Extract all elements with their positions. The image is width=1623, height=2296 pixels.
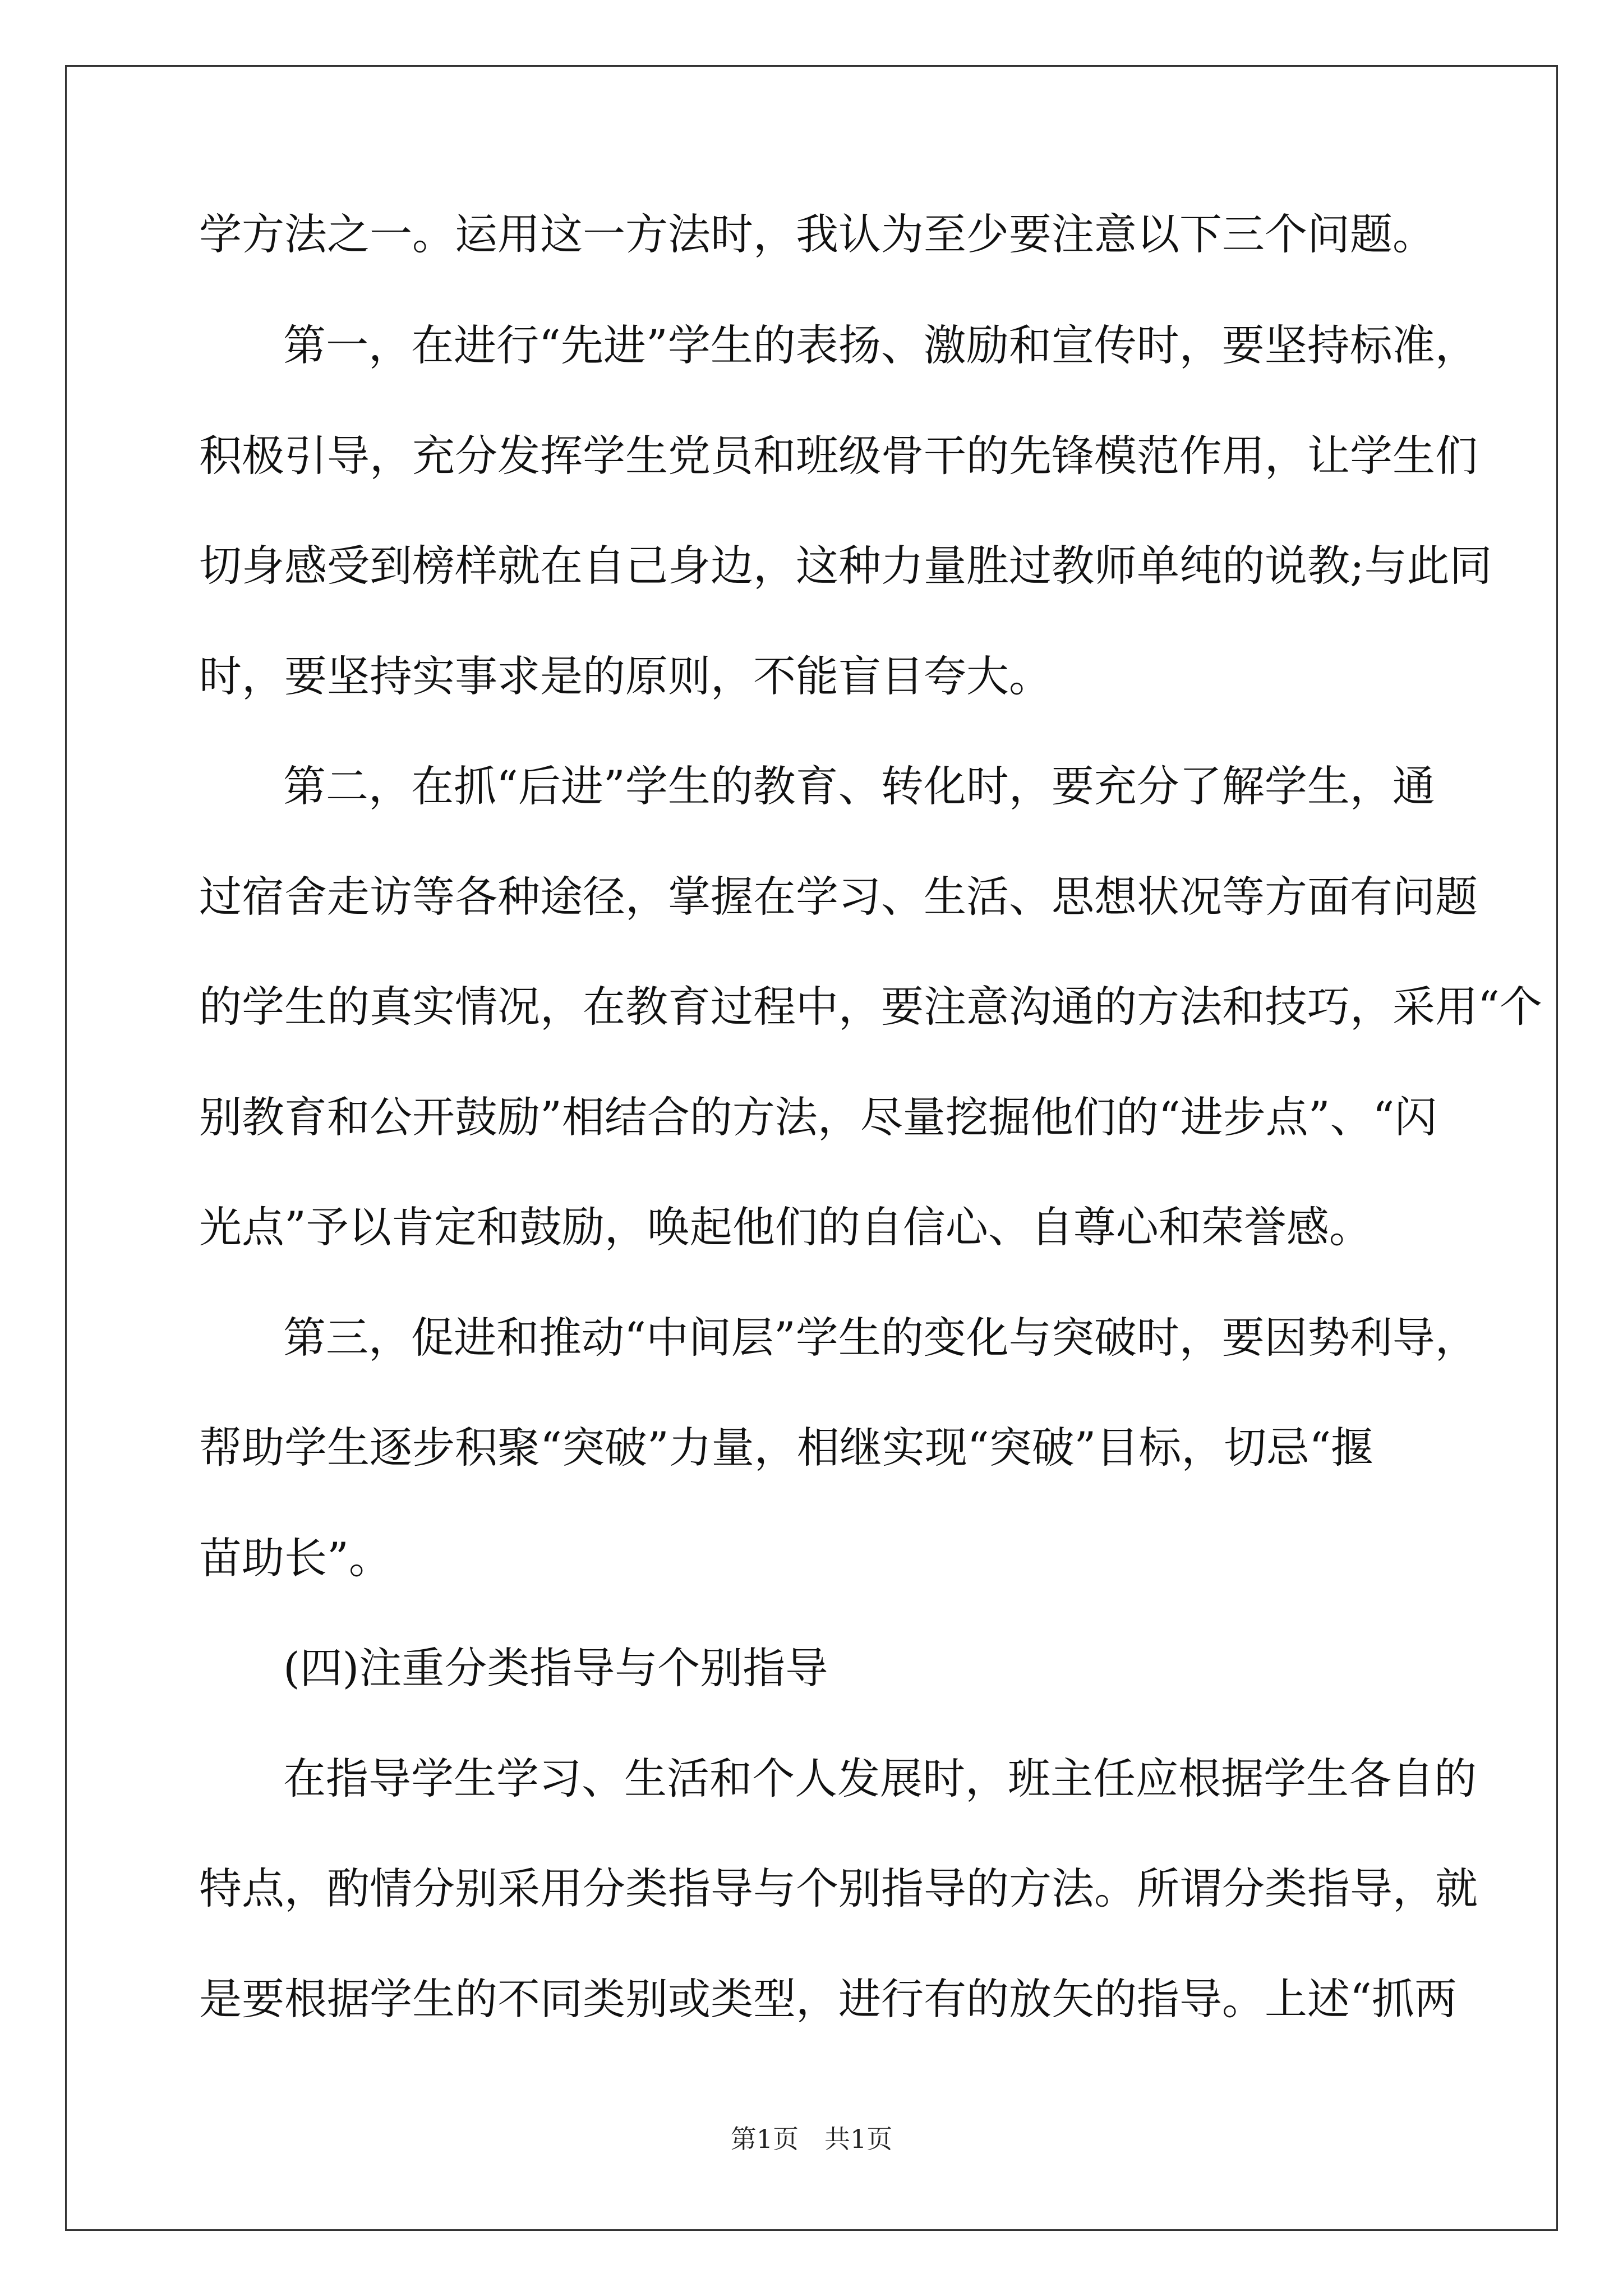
text-line: 光点”予以肯定和鼓励，唤起他们的自信心、自尊心和荣誉感。	[199, 1202, 1372, 1252]
text-line: 苗助长”。	[199, 1533, 391, 1583]
text-line: 的学生的真实情况，在教育过程中，要注意沟通的方法和技巧，采用“个	[199, 982, 1542, 1032]
section-heading: (四)注重分类指导与个别指导	[283, 1643, 828, 1693]
text-line: 学方法之一。运用这一方法时，我认为至少要注意以下三个问题。	[199, 209, 1435, 259]
text-line: 帮助学生逐步积聚“突破”力量，相继实现“突破”目标，切忌“揠	[199, 1423, 1374, 1473]
text-line: 第二，在抓“后进”学生的教育、转化时，要充分了解学生，通	[283, 761, 1435, 811]
text-line: 第一，在进行“先进”学生的表扬、激励和宣传时，要坚持标准，	[283, 320, 1478, 370]
text-line: 时，要坚持实事求是的原则，不能盲目夸大。	[199, 651, 1052, 701]
text-line: 特点，酌情分别采用分类指导与个别指导的方法。所谓分类指导，就	[199, 1864, 1478, 1913]
text-line: 是要根据学生的不同类别或类型，进行有的放矢的指导。上述“抓两	[199, 1974, 1457, 2024]
text-line: 别教育和公开鼓励”相结合的方法，尽量挖掘他们的“进步点”、“闪	[199, 1092, 1437, 1142]
text-line: 积极引导，充分发挥学生党员和班级骨干的先锋模范作用，让学生们	[199, 431, 1478, 481]
page-number-footer: 第1页 共1页	[730, 2124, 893, 2154]
text-line: 在指导学生学习、生活和个人发展时，班主任应根据学生各自的	[283, 1754, 1477, 1803]
text-line: 切身感受到榜样就在自己身边，这种力量胜过教师单纯的说教;与此同	[199, 541, 1492, 591]
text-line: 第三，促进和推动“中间层”学生的变化与突破时，要因势利导，	[283, 1313, 1478, 1363]
text-line: 过宿舍走访等各种途径，掌握在学习、生活、思想状况等方面有问题	[199, 872, 1478, 922]
